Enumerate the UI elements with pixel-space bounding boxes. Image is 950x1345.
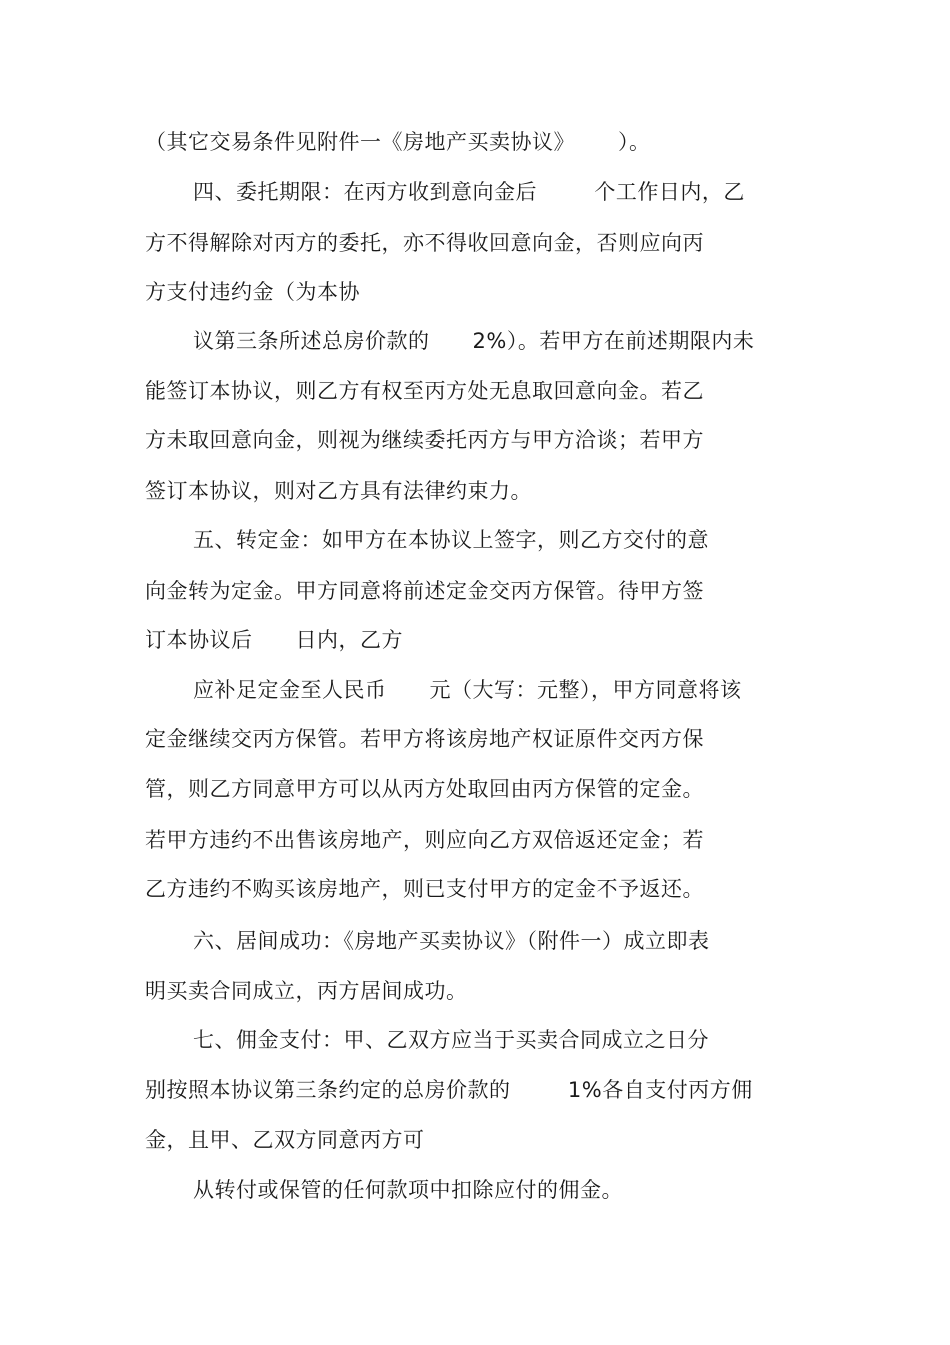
text-line: 应补足定金至人民币 元（大写：元整），甲方同意将该	[193, 678, 742, 702]
text-line: 六、居间成功：《房地产买卖协议》（附件一）成立即表	[193, 929, 710, 953]
text-line: 五、转定金：如甲方在本协议上签字，则乙方交付的意	[193, 528, 709, 552]
text-line: 管，则乙方同意甲方可以从丙方处取回由丙方保管的定金。	[145, 777, 704, 801]
text-line: 签订本协议，则对乙方具有法律约束力。	[145, 479, 532, 503]
text-line: 乙方违约不购买该房地产，则已支付甲方的定金不予返还。	[145, 877, 704, 901]
text-line: 能签订本协议，则乙方有权至丙方处无息取回意向金。若乙	[145, 379, 704, 403]
text-line: 方不得解除对丙方的委托，亦不得收回意向金，否则应向丙	[145, 231, 704, 255]
text-line: 别按照本协议第三条约定的总房价款的 1%各自支付丙方佣	[145, 1078, 753, 1102]
text-line: 向金转为定金。甲方同意将前述定金交丙方保管。待甲方签	[145, 579, 704, 603]
text-line: 明买卖合同成立，丙方居间成功。	[145, 979, 468, 1003]
text-line: 方支付违约金（为本协	[145, 280, 360, 304]
text-line: 议第三条所述总房价款的 2%）。若甲方在前述期限内未	[193, 329, 755, 353]
text-line: （其它交易条件见附件一《房地产买卖协议》 ）。	[145, 130, 651, 154]
text-line: 四、委托期限：在丙方收到意向金后 个工作日内，乙	[193, 180, 745, 204]
text-line: 若甲方违约不出售该房地产，则应向乙方双倍返还定金；若	[145, 828, 704, 852]
text-line: 定金继续交丙方保管。若甲方将该房地产权证原件交丙方保	[145, 727, 704, 751]
text-line: 金，且甲、乙双方同意丙方可	[145, 1128, 425, 1152]
text-line: 方未取回意向金，则视为继续委托丙方与甲方洽谈；若甲方	[145, 428, 704, 452]
text-line: 订本协议后 日内，乙方	[145, 628, 404, 652]
text-line: 七、佣金支付：甲、乙双方应当于买卖合同成立之日分	[193, 1028, 709, 1052]
text-line: 从转付或保管的任何款项中扣除应付的佣金。	[193, 1178, 623, 1202]
